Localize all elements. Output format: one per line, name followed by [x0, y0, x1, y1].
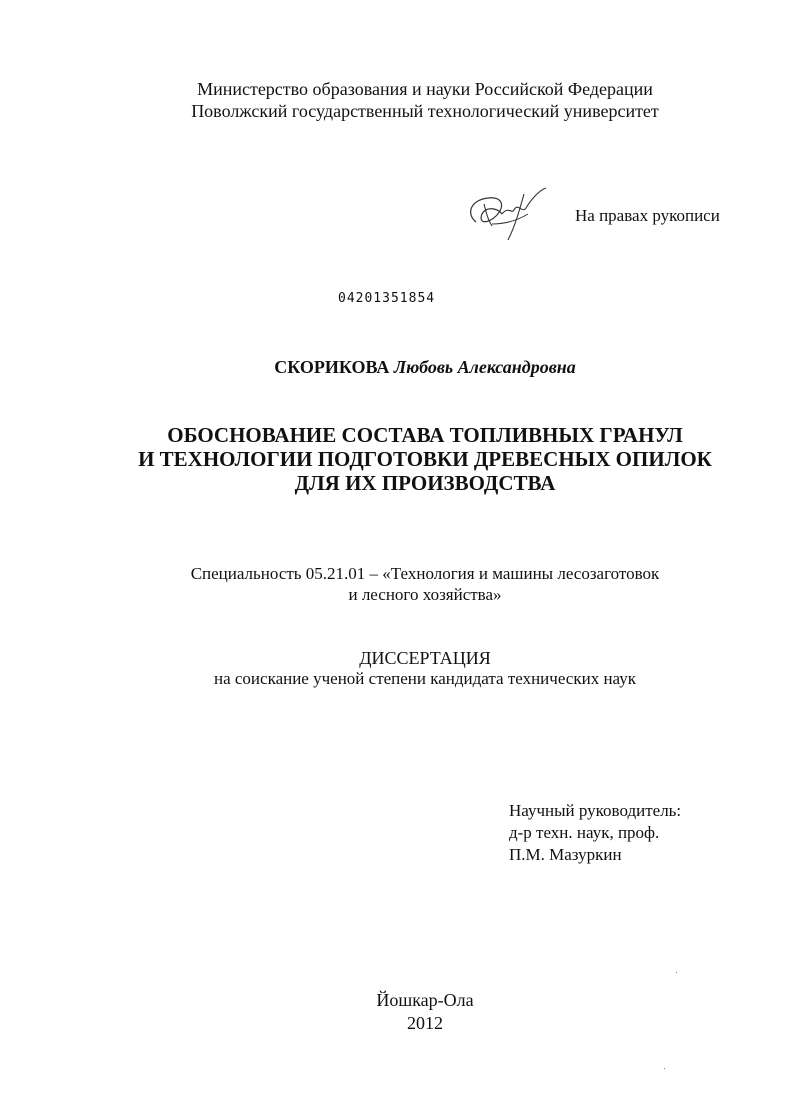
city: Йошкар-Ола [376, 990, 474, 1010]
signature-image [462, 184, 554, 244]
university-name: Поволжский государственный технологический университет [191, 101, 659, 121]
supervisor-credentials: д-р техн. наук, проф. [509, 823, 660, 842]
author-given-names: Любовь Александровна [393, 357, 576, 377]
inventory-number: 04201351854 [338, 291, 436, 306]
dissertation-type: ДИССЕРТАЦИЯ [359, 648, 491, 668]
scan-speck [676, 972, 677, 973]
manuscript-rights-label: На правах рукописи [575, 206, 720, 225]
scan-speck [664, 1068, 665, 1069]
supervisor-name: П.М. Мазуркин [509, 845, 622, 864]
thesis-title-line-2: И ТЕХНОЛОГИИ ПОДГОТОВКИ ДРЕВЕСНЫХ ОПИЛОК [138, 447, 712, 471]
author-surname: СКОРИКОВА [274, 357, 390, 377]
dissertation-degree: на соискание ученой степени кандидата технических наук [213, 669, 636, 688]
specialty-line-2: и лесного хозяйства» [348, 585, 502, 604]
specialty-line-1: Специальность 05.21.01 – «Технология и машины лесозаготовок [190, 564, 660, 583]
ministry-name: Министерство образования и науки Российской Федерации [197, 79, 653, 99]
year: 2012 [407, 1013, 443, 1033]
supervisor-block [509, 800, 681, 866]
thesis-title-line-1: ОБОСНОВАНИЕ СОСТАВА ТОПЛИВНЫХ ГРАНУЛ [167, 423, 683, 447]
author-name [0, 357, 794, 378]
supervisor-label: Научный руководитель: [509, 801, 682, 820]
thesis-title-line-3: ДЛЯ ИХ ПРОИЗВОДСТВА [294, 471, 556, 495]
